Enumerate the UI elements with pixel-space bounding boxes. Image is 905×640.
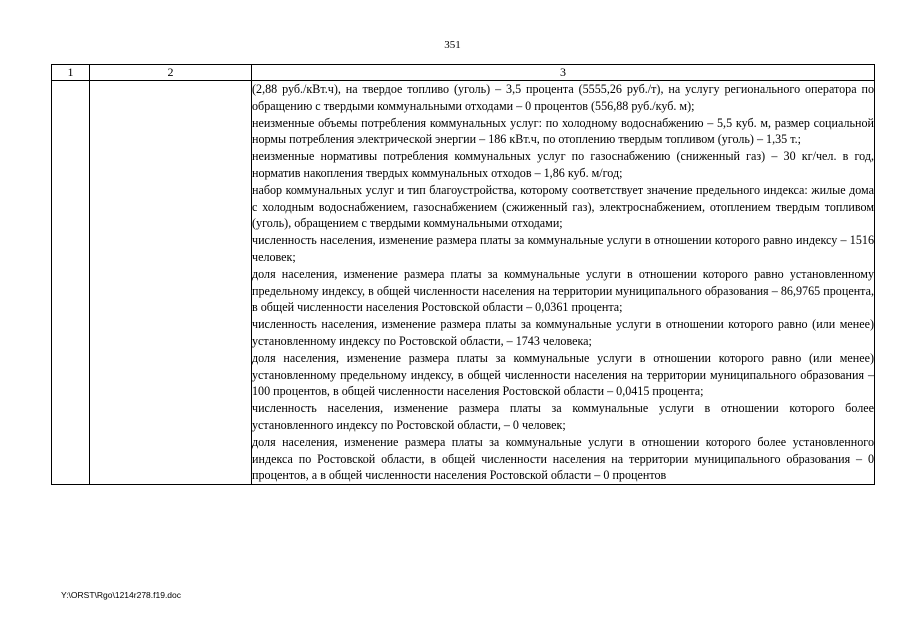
table-row — [52, 81, 875, 485]
cell-col-3 — [252, 81, 875, 485]
paragraph: доля населения, изменение размера платы за коммунальные услуги в отношении которого более установленного индекса по Ростовской области, в общей численности населения на территории муниципального образования – 0 процентов, а в общей численности населения Ростовской области – 0 процентов — [252, 434, 874, 483]
paragraph: (2,88 руб./кВт.ч), на твердое топливо (уголь) – 3,5 процента (5555,26 руб./т), на услугу регионального оператора по обращению с твердыми коммунальными отходами – 0 процентов (556,88 руб./куб. м); — [252, 82, 874, 113]
paragraph: неизменные нормативы потребления коммунальных услуг по газоснабжению (сниженный газ) – 30 кг/чел. в год, норматив накопления твердых коммунальных отходов – 1,86 куб. м/год; — [252, 149, 874, 180]
paragraph: доля населения, изменение размера платы за коммунальные услуги в отношении которого равно установленному предельному индексу, в общей численности населения на территории муниципального образования – 86,9765 процента, в общей численности населения Ростовской области – 0,0361 процента; — [252, 266, 874, 315]
paragraph: доля населения, изменение размера платы за коммунальные услуги в отношении которого равно (или менее) установленному предельному индексу, в общей численности населения на территории муниципального образования – 100 процентов, в общей численности населения Ростовской области – 0,0415 процента; — [252, 350, 874, 399]
page-number: 351 — [444, 39, 461, 51]
cell-col-2 — [90, 81, 252, 485]
paragraph: численность населения, изменение размера платы за коммунальные услуги в отношении которого равно (или менее) установленному индексу по Ростовской области, – 1743 человека; — [252, 317, 874, 348]
paragraph: набор коммунальных услуг и тип благоустройства, которому соответствует значение предельного индекса: жилые дома с холодным водоснабжением, газоснабжением (сжиженный газ), электроснабжением, отоплением твердым топливом (уголь), обращением с твердыми коммунальными отходами; — [252, 182, 874, 231]
table-header-row — [52, 65, 875, 81]
cell-col-1 — [52, 81, 90, 485]
content-table — [51, 64, 875, 485]
paragraph: численность населения, изменение размера платы за коммунальные услуги в отношении которого равно индексу – 1516 человек; — [252, 233, 874, 264]
column-header-1: 1 — [52, 65, 90, 81]
paragraph: неизменные объемы потребления коммунальных услуг: по холодному водоснабжению – 5,5 куб. м, размер социальной нормы потребления электрической энергии – 186 кВт.ч, по отоплению твердым топливом (уголь) – 1,35 т.; — [252, 115, 874, 147]
column-header-3: 3 — [252, 65, 875, 81]
paragraph: численность населения, изменение размера платы за коммунальные услуги в отношении которого более установленного индексу по Ростовской области, – 0 человек; — [252, 401, 874, 432]
column-header-2: 2 — [90, 65, 252, 81]
footer-file-path: Y:\ORST\Rgo\1214r278.f19.doc — [61, 590, 182, 600]
